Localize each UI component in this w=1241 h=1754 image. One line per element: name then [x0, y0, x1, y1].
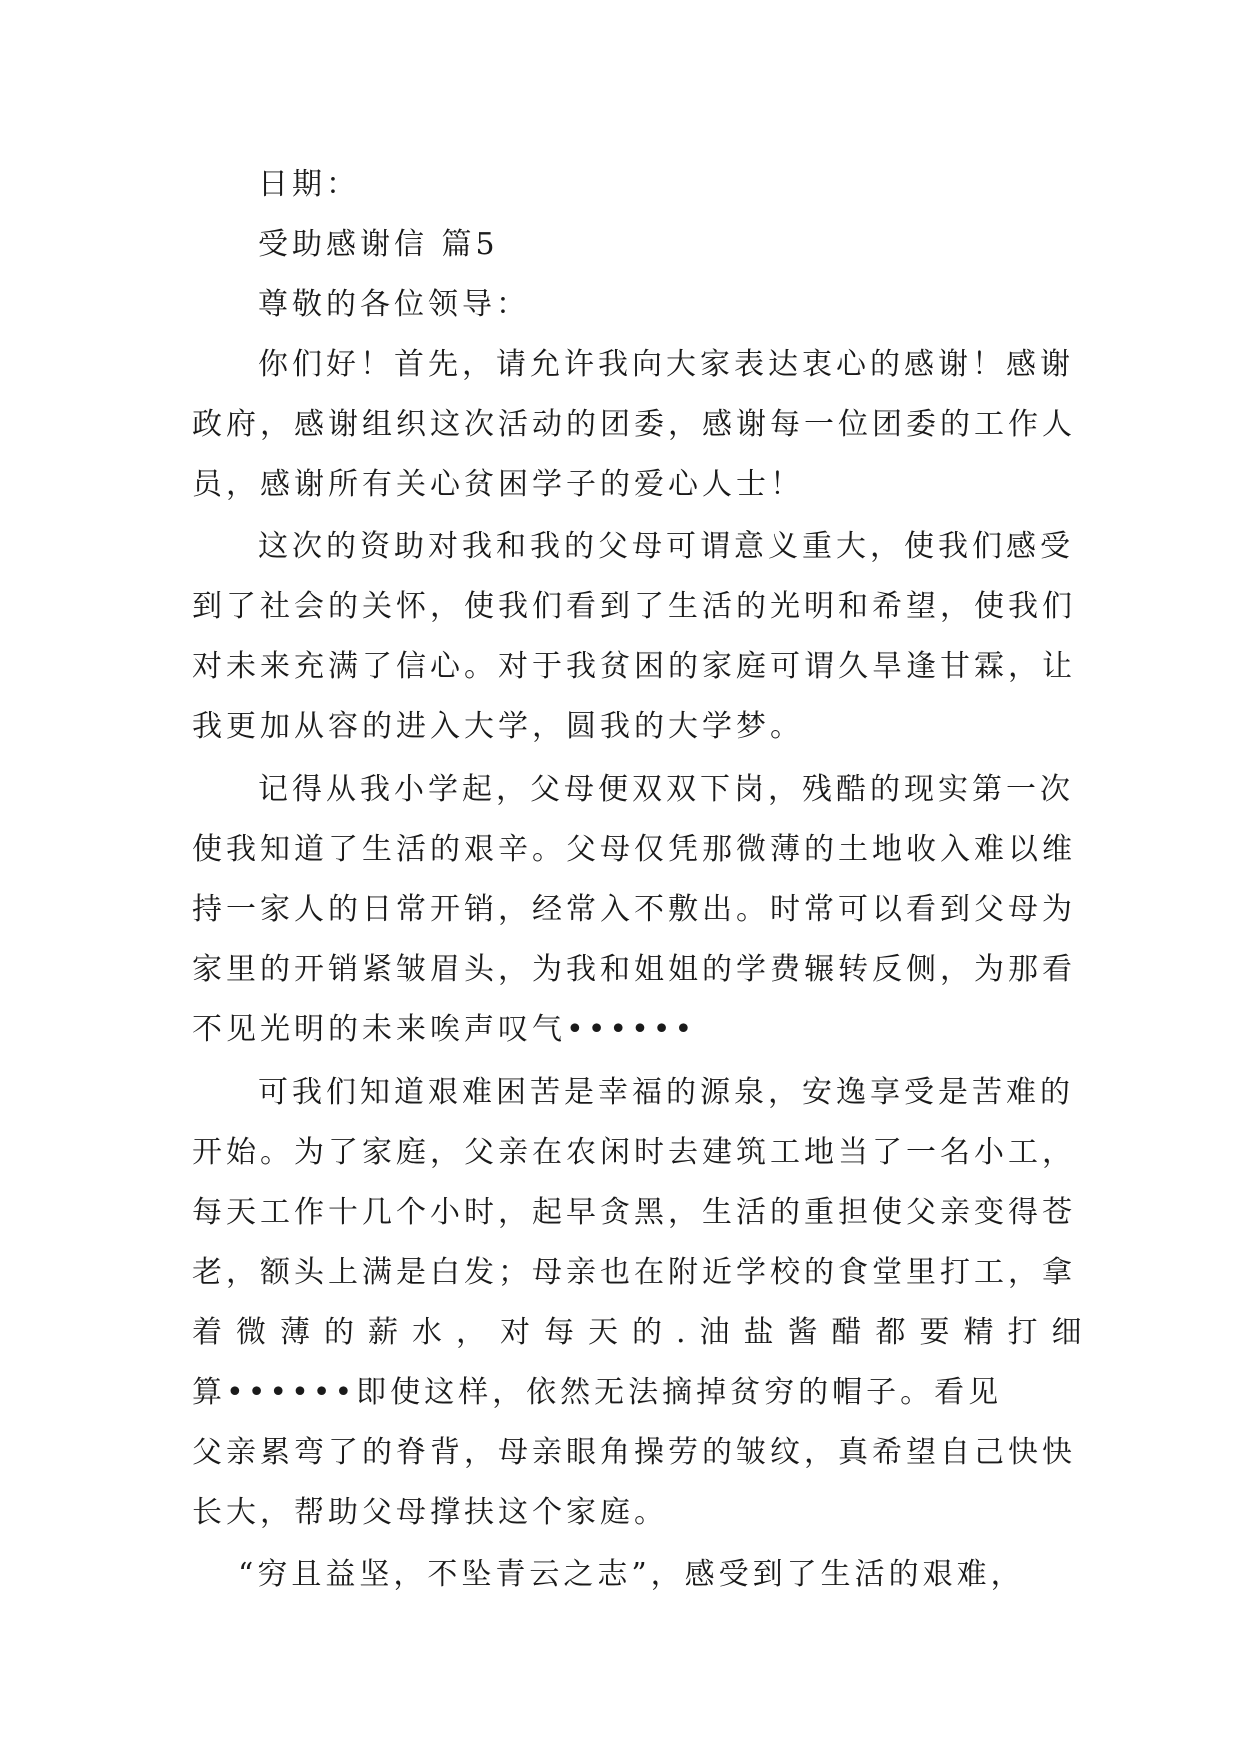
paragraph-line: 员，感谢所有关心贫困学子的爱心人士！ — [192, 467, 804, 502]
paragraph-line: 你们好！首先，请允许我向大家表达衷心的感谢！感谢 — [258, 347, 1074, 382]
paragraph-line: 政府，感谢组织这次活动的团委，感谢每一位团委的工作人 — [192, 407, 1076, 442]
paragraph-line: 使我知道了生活的艰辛。父母仅凭那微薄的土地收入难以维 — [192, 832, 1076, 867]
paragraph-line: 长大，帮助父母撑扶这个家庭。 — [192, 1495, 668, 1530]
paragraph-line: 老，额头上满是白发；母亲也在附近学校的食堂里打工，拿 — [192, 1255, 1076, 1290]
paragraph-line: 我更加从容的进入大学，圆我的大学梦。 — [192, 709, 804, 744]
paragraph-line: 算••••••即使这样，依然无法摘掉贫穷的帽子。看见 — [192, 1375, 1003, 1410]
paragraph-line: 着微薄的薪水，对每天的.油盐酱醋都要精打细 — [192, 1315, 1096, 1350]
paragraph-line: 开始。为了家庭，父亲在农闲时去建筑工地当了一名小工， — [192, 1135, 1076, 1170]
paragraph-line: 持一家人的日常开销，经常入不敷出。时常可以看到父母为 — [192, 892, 1076, 927]
paragraph-line: 每天工作十几个小时，起早贪黑，生活的重担使父亲变得苍 — [192, 1195, 1076, 1230]
letter-heading: 受助感谢信 篇5 — [258, 227, 499, 262]
paragraph-line: 父亲累弯了的脊背，母亲眼角操劳的皱纹，真希望自己快快 — [192, 1435, 1076, 1470]
paragraph-line: 这次的资助对我和我的父母可谓意义重大，使我们感受 — [258, 529, 1074, 564]
salutation: 尊敬的各位领导： — [258, 287, 530, 322]
paragraph-line: 对未来充满了信心。对于我贫困的家庭可谓久旱逢甘霖，让 — [192, 649, 1076, 684]
paragraph-line: 不见光明的未来唉声叹气•••••• — [192, 1012, 697, 1047]
paragraph-line: 可我们知道艰难困苦是幸福的源泉，安逸享受是苦难的 — [258, 1075, 1074, 1110]
paragraph-line: 家里的开销紧皱眉头，为我和姐姐的学费辗转反侧，为那看 — [192, 952, 1076, 987]
paragraph-line: 记得从我小学起，父母便双双下岗，残酷的现实第一次 — [258, 772, 1074, 807]
paragraph-line: “穷且益坚，不坠青云之志”，感受到了生活的艰难， — [238, 1557, 1025, 1592]
paragraph-line: 到了社会的关怀，使我们看到了生活的光明和希望，使我们 — [192, 589, 1076, 624]
date-label: 日期： — [258, 167, 360, 202]
